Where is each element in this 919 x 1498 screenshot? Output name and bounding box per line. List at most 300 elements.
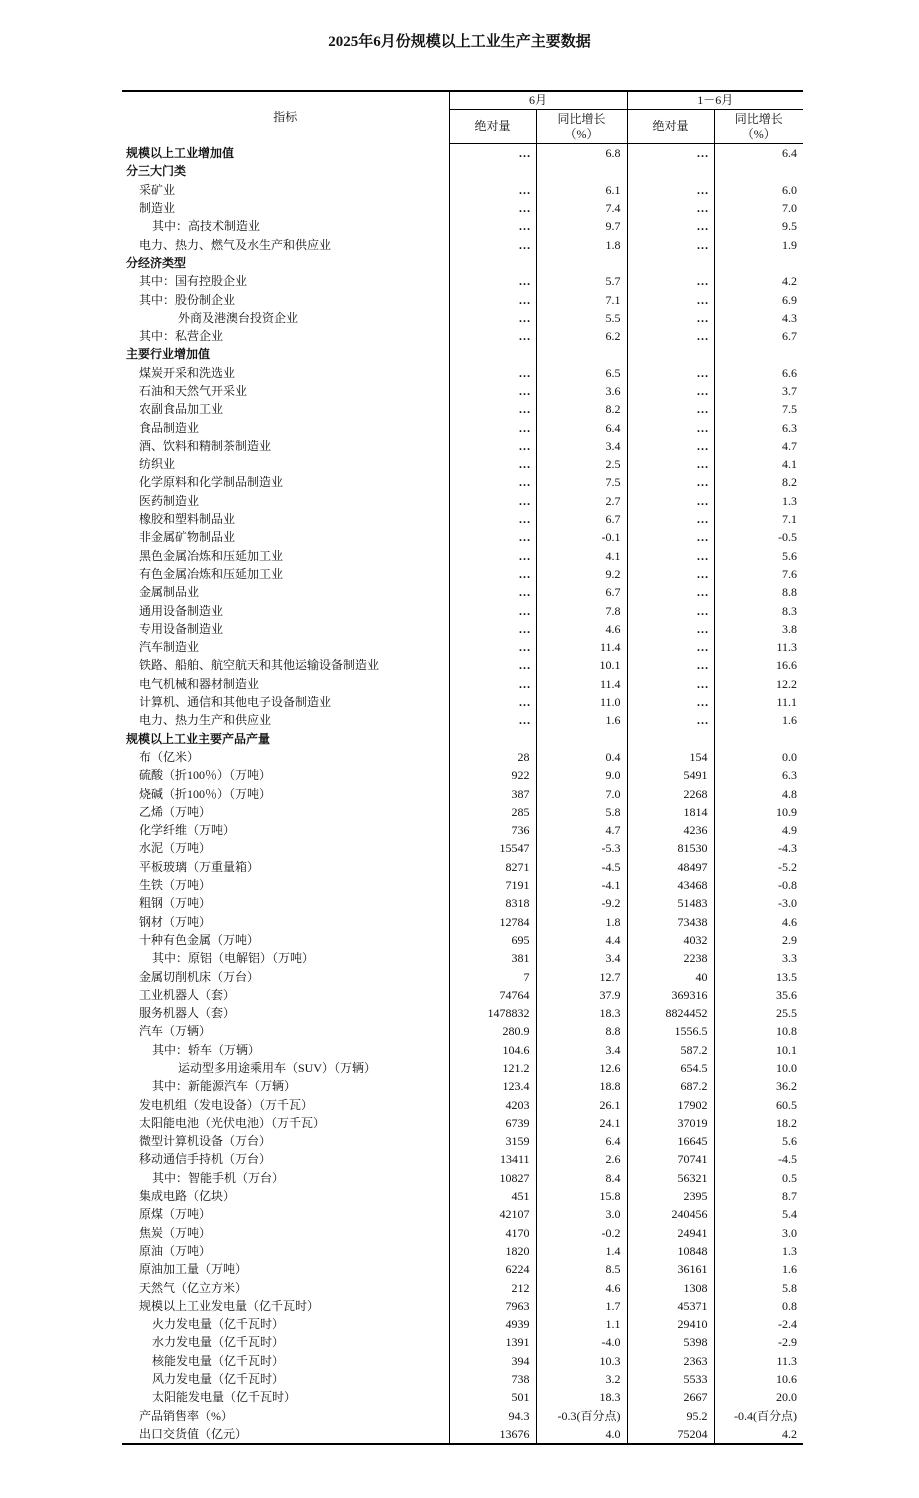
cell-ytd-growth: 1.9	[714, 235, 803, 253]
cell-month-growth: 2.6	[536, 1150, 627, 1168]
table-row	[122, 1352, 803, 1370]
cell-month-abs: 13676	[449, 1425, 536, 1444]
cell-ytd-abs: …	[627, 400, 714, 418]
cell-ytd-abs: …	[627, 693, 714, 711]
cell-month-abs: …	[449, 620, 536, 638]
cell-month-abs: …	[449, 418, 536, 436]
cell-month-abs: 8271	[449, 858, 536, 876]
table-row	[122, 1315, 803, 1333]
cell-ytd-growth: 6.9	[714, 290, 803, 308]
cell-ytd-growth: 4.3	[714, 309, 803, 327]
cell-ytd-growth: 10.8	[714, 1022, 803, 1040]
cell-month-growth: 1.7	[536, 1297, 627, 1315]
cell-ytd-growth: 20.0	[714, 1388, 803, 1406]
cell-ytd-growth: 11.3	[714, 638, 803, 656]
cell-ytd-abs: 1814	[627, 803, 714, 821]
table-row	[122, 1169, 803, 1187]
cell-month-growth: 3.2	[536, 1370, 627, 1388]
cell-ytd-abs: …	[627, 309, 714, 327]
table-row	[122, 181, 803, 199]
cell-month-growth: 11.4	[536, 638, 627, 656]
cell-month-abs: 6224	[449, 1260, 536, 1278]
row-label: 纺织业	[139, 457, 176, 472]
cell-ytd-growth: 8.2	[714, 473, 803, 491]
cell-ytd-growth: 8.8	[714, 583, 803, 601]
table-row	[122, 418, 803, 436]
row-label: 水泥（万吨）	[139, 841, 212, 856]
cell-ytd-abs: 95.2	[627, 1406, 714, 1424]
cell-month-growth: 7.4	[536, 199, 627, 217]
row-label: 酒、饮料和精制茶制造业	[139, 438, 272, 453]
cell-month-growth: 1.8	[536, 912, 627, 930]
cell-month-abs: 1820	[449, 1242, 536, 1260]
cell-ytd-abs: 2363	[627, 1352, 714, 1370]
cell-ytd-growth: 1.6	[714, 711, 803, 729]
cell-ytd-abs: …	[627, 638, 714, 656]
table-row	[122, 1278, 803, 1296]
growth-label: 同比增长	[557, 111, 606, 126]
cell-month-abs: …	[449, 400, 536, 418]
section-row	[122, 730, 803, 748]
table-row	[122, 748, 803, 766]
cell-month-abs: …	[449, 601, 536, 619]
header-ytd-growth	[714, 110, 803, 144]
section-row	[122, 162, 803, 180]
cell-month-abs: 12784	[449, 912, 536, 930]
table-row	[122, 711, 803, 729]
row-label: 其中：新能源汽车（万辆）	[152, 1079, 297, 1094]
cell-month-growth: -4.0	[536, 1333, 627, 1351]
row-label: 电力、热力生产和供应业	[139, 713, 272, 728]
row-label: 非金属矿物制品业	[139, 530, 236, 545]
row-label: 太阳能发电量（亿千瓦时）	[152, 1390, 297, 1405]
cell-ytd-growth: 16.6	[714, 656, 803, 674]
cell-ytd-abs: 56321	[627, 1169, 714, 1187]
cell-month-growth: 5.8	[536, 803, 627, 821]
cell-month-abs: 42107	[449, 1205, 536, 1223]
cell-ytd-abs	[627, 162, 714, 180]
cell-ytd-growth: 60.5	[714, 1095, 803, 1113]
cell-month-growth: 3.6	[536, 382, 627, 400]
header-ytd-abs: 绝对量	[627, 110, 714, 144]
cell-ytd-abs: 40	[627, 967, 714, 985]
cell-month-abs: 451	[449, 1187, 536, 1205]
cell-month-growth: 4.0	[536, 1425, 627, 1444]
row-label: 煤炭开采和洗选业	[139, 365, 236, 380]
row-label: 其中：私营企业	[139, 329, 224, 344]
header-month-growth	[536, 110, 627, 144]
cell-month-growth: 12.6	[536, 1059, 627, 1077]
page-title: 2025年6月份规模以上工业生产主要数据	[328, 34, 591, 50]
cell-ytd-growth: 11.1	[714, 693, 803, 711]
cell-month-growth: 5.5	[536, 309, 627, 327]
cell-month-growth: 4.6	[536, 620, 627, 638]
section-row	[122, 144, 803, 163]
cell-ytd-growth: 0.5	[714, 1169, 803, 1187]
cell-ytd-growth: 0.0	[714, 748, 803, 766]
row-label: 产品销售率（%）	[139, 1408, 233, 1423]
cell-month-growth: 1.4	[536, 1242, 627, 1260]
row-label: 其中：轿车（万辆）	[152, 1042, 261, 1057]
row-label: 硫酸（折100％）（万吨）	[139, 768, 272, 783]
cell-ytd-abs: 5398	[627, 1333, 714, 1351]
cell-month-abs: …	[449, 235, 536, 253]
header-ytd: 1－6月	[627, 91, 803, 110]
table-row	[122, 400, 803, 418]
cell-ytd-abs: …	[627, 382, 714, 400]
table-row	[122, 1260, 803, 1278]
row-label: 其中：股份制企业	[139, 292, 236, 307]
row-label: 食品制造业	[139, 420, 200, 435]
cell-month-abs: 1391	[449, 1333, 536, 1351]
cell-ytd-growth: 6.6	[714, 364, 803, 382]
table-row	[122, 1333, 803, 1351]
cell-month-growth: 1.1	[536, 1315, 627, 1333]
cell-month-abs: …	[449, 272, 536, 290]
row-label: 其中：高技术制造业	[152, 219, 261, 234]
cell-month-abs: …	[449, 290, 536, 308]
cell-month-abs: 285	[449, 803, 536, 821]
cell-month-growth: 0.4	[536, 748, 627, 766]
cell-month-abs: 104.6	[449, 1041, 536, 1059]
growth-unit: （%）	[564, 126, 599, 141]
cell-ytd-abs: 45371	[627, 1297, 714, 1315]
row-label: 医药制造业	[139, 493, 200, 508]
table-row	[122, 876, 803, 894]
cell-month-growth: 9.0	[536, 766, 627, 784]
cell-ytd-growth: 7.1	[714, 510, 803, 528]
cell-month-growth: 6.4	[536, 1132, 627, 1150]
cell-ytd-abs: 73438	[627, 912, 714, 930]
cell-ytd-abs: …	[627, 473, 714, 491]
cell-month-abs: …	[449, 638, 536, 656]
cell-ytd-growth: 6.4	[714, 144, 803, 163]
cell-month-abs: 7	[449, 967, 536, 985]
cell-ytd-growth	[714, 162, 803, 180]
row-label: 汽车制造业	[139, 640, 200, 655]
cell-month-growth	[536, 345, 627, 363]
cell-month-growth: -5.3	[536, 839, 627, 857]
cell-month-growth: -0.3(百分点)	[536, 1406, 627, 1424]
cell-month-abs: …	[449, 711, 536, 729]
cell-ytd-abs: 687.2	[627, 1077, 714, 1095]
cell-month-growth: 18.3	[536, 1004, 627, 1022]
row-label: 服务机器人（套）	[139, 1006, 236, 1021]
row-label: 电气机械和器材制造业	[139, 676, 260, 691]
cell-ytd-abs: 36161	[627, 1260, 714, 1278]
cell-ytd-abs: 75204	[627, 1425, 714, 1444]
cell-month-abs: 4170	[449, 1224, 536, 1242]
cell-ytd-growth: 4.6	[714, 912, 803, 930]
cell-ytd-abs: …	[627, 235, 714, 253]
row-label: 有色金属冶炼和压延加工业	[139, 566, 284, 581]
cell-ytd-growth: 3.8	[714, 620, 803, 638]
cell-ytd-growth: 4.9	[714, 821, 803, 839]
cell-ytd-abs: 2667	[627, 1388, 714, 1406]
row-label: 钢材（万吨）	[139, 914, 212, 929]
table-row	[122, 912, 803, 930]
row-label: 核能发电量（亿千瓦时）	[152, 1353, 285, 1368]
cell-month-growth: 6.7	[536, 583, 627, 601]
cell-ytd-abs: 2268	[627, 784, 714, 802]
cell-ytd-growth: 3.3	[714, 949, 803, 967]
cell-ytd-abs: 4032	[627, 931, 714, 949]
cell-month-abs: 123.4	[449, 1077, 536, 1095]
table-row	[122, 1205, 803, 1223]
row-label: 专用设备制造业	[139, 621, 224, 636]
row-label: 出口交货值（亿元）	[122, 1425, 449, 1444]
cell-month-abs: 15547	[449, 839, 536, 857]
cell-ytd-growth: 7.6	[714, 565, 803, 583]
cell-ytd-growth: 8.3	[714, 601, 803, 619]
table-row	[122, 656, 803, 674]
cell-ytd-growth: 4.7	[714, 437, 803, 455]
row-label: 运动型多用途乘用车（SUV）（万辆）	[178, 1060, 377, 1075]
row-label: 其中：智能手机（万台）	[152, 1170, 285, 1185]
cell-month-abs: 501	[449, 1388, 536, 1406]
cell-month-growth: -9.2	[536, 894, 627, 912]
cell-month-growth: 6.1	[536, 181, 627, 199]
cell-ytd-growth: -3.0	[714, 894, 803, 912]
cell-month-growth: 7.0	[536, 784, 627, 802]
cell-month-growth: 8.4	[536, 1169, 627, 1187]
cell-ytd-abs: 29410	[627, 1315, 714, 1333]
cell-month-abs: …	[449, 181, 536, 199]
cell-ytd-growth: 7.0	[714, 199, 803, 217]
cell-month-abs	[449, 162, 536, 180]
table-row	[122, 492, 803, 510]
cell-ytd-abs: 587.2	[627, 1041, 714, 1059]
cell-ytd-abs: 24941	[627, 1224, 714, 1242]
table-row	[122, 217, 803, 235]
cell-ytd-growth: -0.8	[714, 876, 803, 894]
cell-month-abs: 1478832	[449, 1004, 536, 1022]
row-label: 电力、热力、燃气及水生产和供应业	[139, 237, 332, 252]
cell-ytd-abs: …	[627, 364, 714, 382]
table-row	[122, 1059, 803, 1077]
cell-ytd-abs	[627, 254, 714, 272]
cell-ytd-growth: 10.6	[714, 1370, 803, 1388]
cell-ytd-abs: …	[627, 290, 714, 308]
row-label: 黑色金属冶炼和压延加工业	[139, 548, 284, 563]
cell-ytd-growth: 11.3	[714, 1352, 803, 1370]
row-label: 金属制品业	[139, 585, 200, 600]
header-month: 6月	[449, 91, 627, 110]
cell-ytd-growth: 10.1	[714, 1041, 803, 1059]
cell-month-abs: 28	[449, 748, 536, 766]
growth-unit: （%）	[741, 126, 776, 141]
cell-ytd-abs: 81530	[627, 839, 714, 857]
row-label: 金属切削机床（万台）	[139, 969, 260, 984]
cell-ytd-abs: …	[627, 437, 714, 455]
cell-month-growth: 24.1	[536, 1114, 627, 1132]
section-row	[122, 254, 803, 272]
cell-month-growth	[536, 162, 627, 180]
cell-month-growth	[536, 254, 627, 272]
table-row	[122, 1187, 803, 1205]
table-row	[122, 290, 803, 308]
table-row	[122, 1388, 803, 1406]
cell-month-growth: 4.7	[536, 821, 627, 839]
cell-month-abs: …	[449, 565, 536, 583]
cell-month-growth: -0.2	[536, 1224, 627, 1242]
cell-ytd-abs: …	[627, 327, 714, 345]
table-row	[122, 967, 803, 985]
cell-month-abs: …	[449, 199, 536, 217]
cell-month-growth: 6.5	[536, 364, 627, 382]
row-label: 布（亿米）	[139, 749, 200, 764]
row-label: 农副食品加工业	[139, 402, 224, 417]
table-row	[122, 455, 803, 473]
table-row	[122, 199, 803, 217]
cell-ytd-abs: …	[627, 656, 714, 674]
cell-month-abs: 212	[449, 1278, 536, 1296]
cell-month-growth: 3.4	[536, 949, 627, 967]
cell-month-abs: 738	[449, 1370, 536, 1388]
cell-month-abs: 736	[449, 821, 536, 839]
cell-month-abs: …	[449, 455, 536, 473]
cell-month-growth: -4.5	[536, 858, 627, 876]
row-label: 微型计算机设备（万台）	[139, 1134, 272, 1149]
cell-ytd-abs: …	[627, 510, 714, 528]
table-row	[122, 583, 803, 601]
cell-ytd-growth	[714, 345, 803, 363]
cell-ytd-growth: 6.3	[714, 766, 803, 784]
cell-month-growth: 4.4	[536, 931, 627, 949]
cell-month-growth: 26.1	[536, 1095, 627, 1113]
row-label: 原油加工量（万吨）	[139, 1262, 248, 1277]
cell-month-growth: 3.4	[536, 437, 627, 455]
cell-month-abs: 94.3	[449, 1406, 536, 1424]
row-label: 集成电路（亿块）	[139, 1189, 236, 1204]
cell-ytd-abs: 16645	[627, 1132, 714, 1150]
row-label: 发电机组（发电设备）（万千瓦）	[139, 1097, 314, 1112]
header-indicator: 指标	[122, 91, 449, 144]
cell-ytd-growth: 7.5	[714, 400, 803, 418]
cell-ytd-growth: 36.2	[714, 1077, 803, 1095]
cell-ytd-growth: 10.0	[714, 1059, 803, 1077]
cell-ytd-abs: 1556.5	[627, 1022, 714, 1040]
table-row	[122, 309, 803, 327]
cell-month-growth: 7.5	[536, 473, 627, 491]
table-row	[122, 1150, 803, 1168]
cell-month-abs: …	[449, 675, 536, 693]
cell-ytd-abs: …	[627, 620, 714, 638]
row-label: 石油和天然气开采业	[139, 384, 248, 398]
row-label: 其中：原铝（电解铝）（万吨）	[152, 951, 315, 966]
row-label: 橡胶和塑料制品业	[139, 512, 236, 527]
cell-month-abs: 695	[449, 931, 536, 949]
cell-ytd-abs: …	[627, 181, 714, 199]
cell-ytd-abs: …	[627, 199, 714, 217]
cell-ytd-growth: 4.2	[714, 272, 803, 290]
data-table	[122, 90, 803, 1445]
row-label: 平板玻璃（万重量箱）	[139, 859, 260, 874]
cell-ytd-growth: 8.7	[714, 1187, 803, 1205]
row-label: 计算机、通信和其他电子设备制造业	[139, 695, 332, 710]
cell-month-growth	[536, 730, 627, 748]
cell-ytd-growth: 5.6	[714, 547, 803, 565]
cell-month-abs: 74764	[449, 986, 536, 1004]
cell-ytd-growth: 0.8	[714, 1297, 803, 1315]
cell-month-growth: 4.1	[536, 547, 627, 565]
cell-month-abs: …	[449, 656, 536, 674]
cell-ytd-growth: 2.9	[714, 931, 803, 949]
cell-month-growth: 15.8	[536, 1187, 627, 1205]
cell-ytd-growth: -0.4(百分点)	[714, 1406, 803, 1424]
cell-month-abs: 387	[449, 784, 536, 802]
cell-month-abs: 4203	[449, 1095, 536, 1113]
cell-ytd-abs: 70741	[627, 1150, 714, 1168]
cell-ytd-abs: 369316	[627, 986, 714, 1004]
cell-month-abs: …	[449, 217, 536, 235]
cell-ytd-growth: 5.4	[714, 1205, 803, 1223]
cell-ytd-abs: 2238	[627, 949, 714, 967]
cell-month-abs: …	[449, 309, 536, 327]
cell-ytd-growth: 10.9	[714, 803, 803, 821]
row-label: 外商及港澳台投资企业	[178, 310, 299, 325]
table-row	[122, 1004, 803, 1022]
table-row	[122, 1425, 803, 1444]
table-row	[122, 1242, 803, 1260]
table-row	[122, 620, 803, 638]
cell-ytd-growth: -4.5	[714, 1150, 803, 1168]
row-label: 规模以上工业发电量（亿千瓦时）	[139, 1298, 320, 1313]
cell-ytd-abs: 240456	[627, 1205, 714, 1223]
cell-ytd-abs: …	[627, 455, 714, 473]
cell-ytd-growth	[714, 254, 803, 272]
cell-ytd-abs: 4236	[627, 821, 714, 839]
row-label: 乙烯（万吨）	[139, 804, 212, 819]
cell-month-abs: 7963	[449, 1297, 536, 1315]
table-row	[122, 1077, 803, 1095]
table-row	[122, 839, 803, 857]
row-label: 汽车（万辆）	[139, 1024, 212, 1039]
table-row	[122, 1022, 803, 1040]
row-label: 风力发电量（亿千瓦时）	[152, 1372, 285, 1387]
cell-month-abs: …	[449, 528, 536, 546]
cell-month-growth: 8.5	[536, 1260, 627, 1278]
row-label: 化学原料和化学制品制造业	[139, 475, 284, 490]
cell-ytd-growth: 3.0	[714, 1224, 803, 1242]
table-row	[122, 766, 803, 784]
table-row	[122, 693, 803, 711]
cell-ytd-growth: 1.6	[714, 1260, 803, 1278]
cell-month-growth: 8.2	[536, 400, 627, 418]
table-row	[122, 1406, 803, 1424]
table-row	[122, 528, 803, 546]
table-row	[122, 784, 803, 802]
cell-month-abs: 8318	[449, 894, 536, 912]
growth-label: 同比增长	[734, 111, 783, 126]
table-row	[122, 931, 803, 949]
cell-month-growth: 11.4	[536, 675, 627, 693]
cell-ytd-growth: 3.7	[714, 382, 803, 400]
cell-ytd-growth: 6.7	[714, 327, 803, 345]
cell-month-growth: 12.7	[536, 967, 627, 985]
row-label: 规模以上工业增加值	[126, 145, 235, 160]
table-row	[122, 1224, 803, 1242]
cell-ytd-growth: 13.5	[714, 967, 803, 985]
cell-ytd-abs	[627, 730, 714, 748]
cell-ytd-abs: 17902	[627, 1095, 714, 1113]
cell-month-growth: 11.0	[536, 693, 627, 711]
row-label: 天然气（亿立方米）	[139, 1280, 248, 1295]
table-row	[122, 601, 803, 619]
row-label: 工业机器人（套）	[139, 987, 236, 1002]
cell-ytd-growth: 6.3	[714, 418, 803, 436]
cell-month-abs: …	[449, 583, 536, 601]
